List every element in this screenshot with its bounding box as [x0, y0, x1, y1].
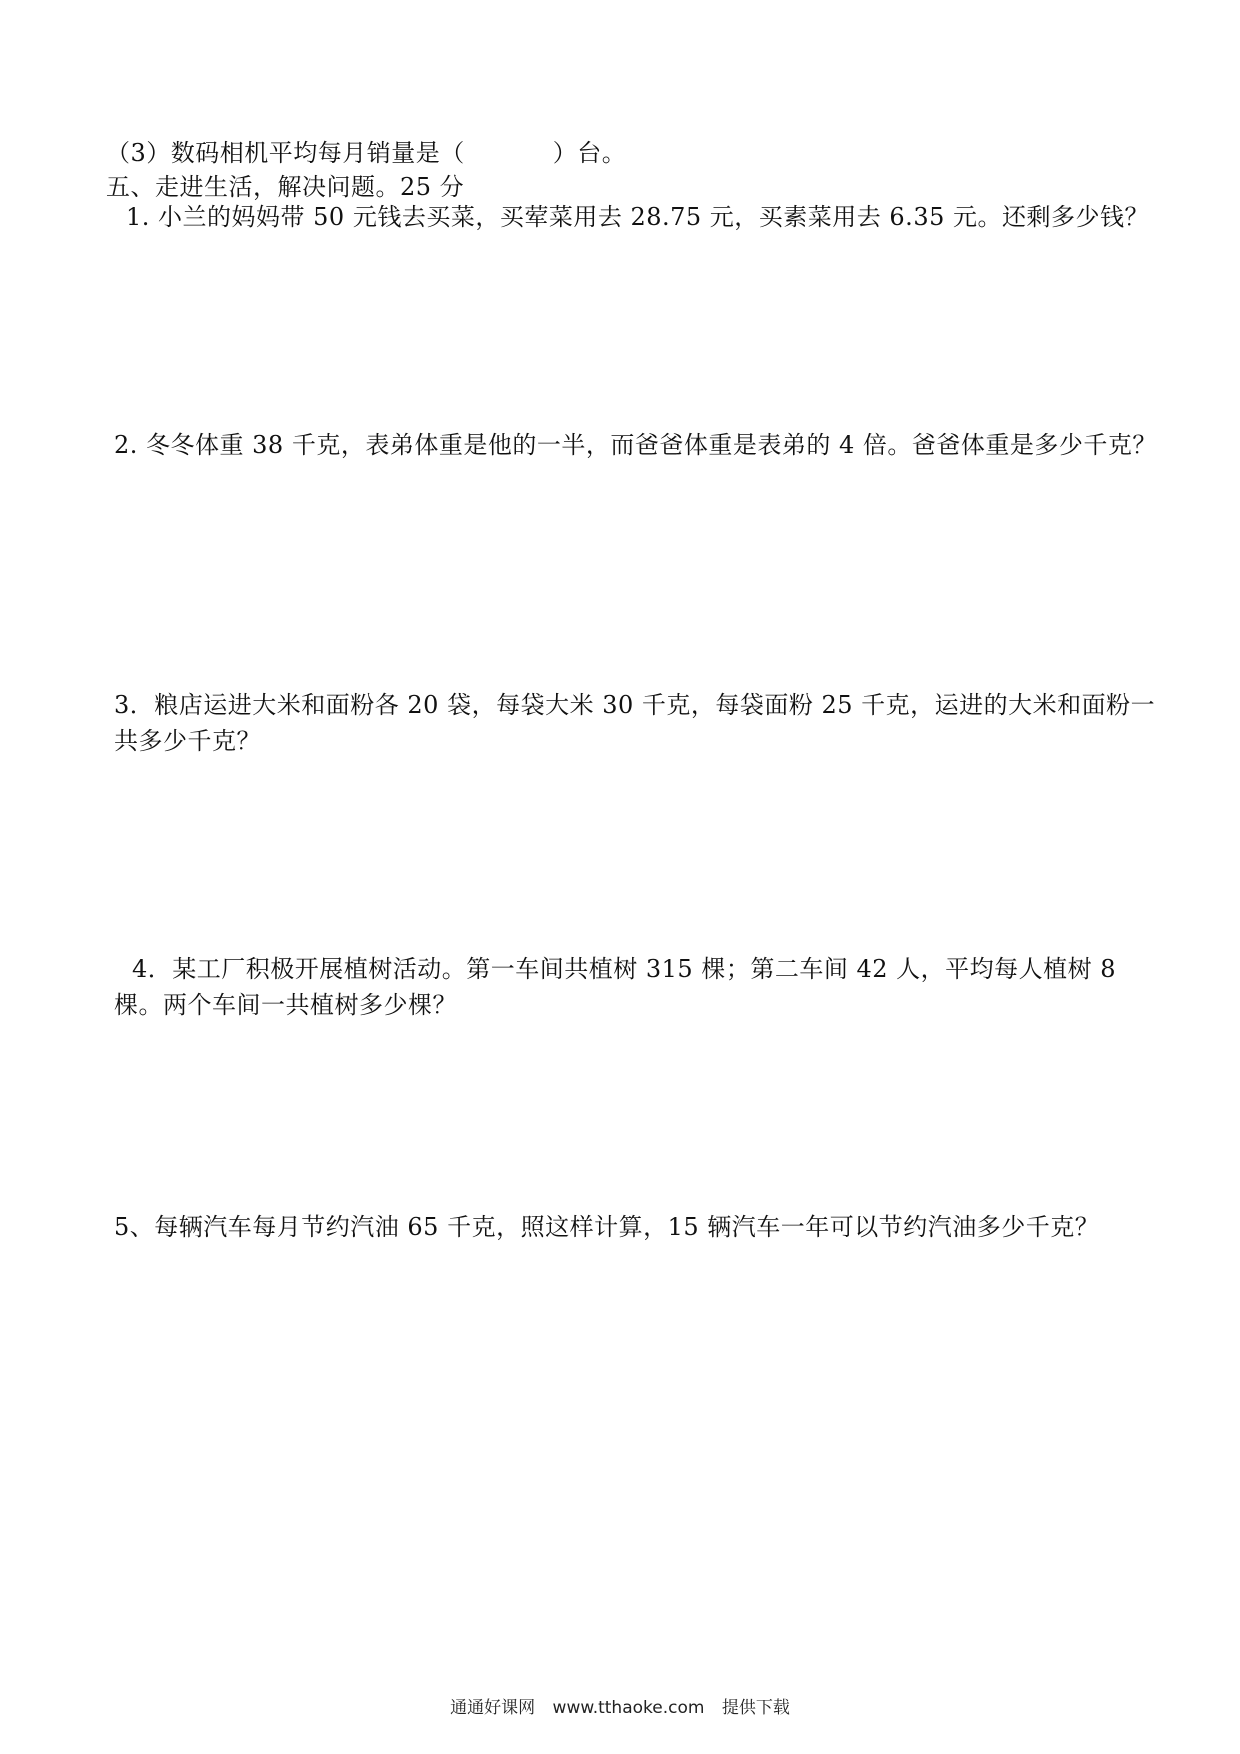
footer [0, 1696, 1240, 1720]
problem-3-line-1: 3．粮店运进大米和面粉各 20 袋，每袋大米 30 千克，每袋面粉 25 千克，运进的大米和面粉一 [114, 691, 1156, 719]
problem-4-line-1: 4．某工厂积极开展植树活动。第一车间共植树 315 棵；第二车间 42 人，平均每人植树 8 [132, 955, 1117, 983]
footer-suffix: 提供下载 [721, 1698, 790, 1718]
problem-5: 5、每辆汽车每月节约汽油 65 千克，照这样计算，15 辆汽车一年可以节约汽油多少千克？ [114, 1213, 1100, 1241]
sub-question-3-suffix: ）台。 [552, 139, 627, 167]
problem-4-line-2: 棵。两个车间一共植树多少棵？ [114, 991, 457, 1019]
problem-3-line-2: 共多少千克？ [114, 727, 261, 755]
problem-2: 2. 冬冬体重 38 千克，表弟体重是他的一半，而爸爸体重是表弟的 4 倍。爸爸体重是多少千克？ [114, 431, 1157, 459]
sub-question-3 [106, 136, 626, 170]
problem-1: 1. 小兰的妈妈带 50 元钱去买菜，买荤菜用去 28.75 元，买素菜用去 6.35 元。还剩多少钱？ [126, 203, 1149, 231]
sub-question-3-text: （3）数码相机平均每月销量是（ [106, 139, 465, 167]
footer-site-name: 通通好课网 [450, 1698, 536, 1718]
footer-url[interactable]: www.tthaoke.com [552, 1698, 705, 1718]
section-heading: 五、走进生活，解决问题。25 分 [106, 173, 465, 201]
